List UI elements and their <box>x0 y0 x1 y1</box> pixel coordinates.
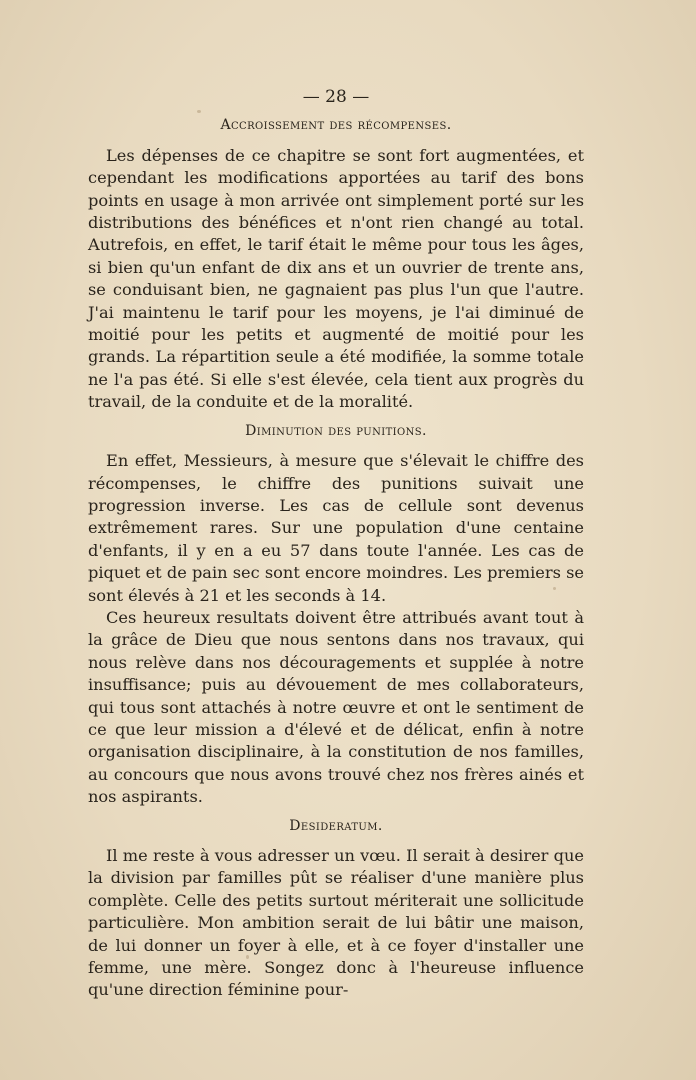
paragraph: Il me reste à vous adresser un vœu. Il serait à desirer que la division par familles pût se réaliser d'une manière plus complète. Celle des petits surtout mériterait une sollicitude particulière. Mon ambition serait de lui bâtir une maison, de lui donner un foyer à elle, et à ce foyer d'installer une femme, une mère. Songez donc à l'heureuse influence qu'une direction féminine pour- <box>88 846 584 1000</box>
section-title-recompenses: Accroissement des récompenses. <box>220 117 452 134</box>
page-number: — 28 — <box>302 87 370 107</box>
section-title-desideratum: Desideratum. <box>289 817 383 834</box>
paragraph: En effet, Messieurs, à mesure que s'élevait le chiffre des récompenses, le chiffre des punitions suivait une progression inverse. Les cas de cellule sont devenus extrêmement rares. Sur une population d'une centaine d'enfants, il y en a eu 57 dans toute l'année. Les cas de piquet et de pain sec sont encore moindres. Les premiers se sont élevés à 21 et les seconds à 14. <box>88 451 584 605</box>
paragraph: Ces heureux resultats doivent être attribués avant tout à la grâce de Dieu que nous sentons dans nos travaux, qui nous relève dans nos découragements et supplée à notre insuffisance; puis au dévouement de mes collaborateurs, qui tous sont attachés à notre œuvre et ont le sentiment de ce que leur mission a d'élevé et de délicat, enfin à notre organisation disciplinaire, à la constitution de nos familles, au concours que nous avons trouvé chez nos frères ainés et nos aspirants. <box>88 607 584 807</box>
page-content <box>88 86 584 1002</box>
paragraph: Les dépenses de ce chapitre se sont fort augmentées, et cependant les modifications apportées au tarif des bons points en usage à mon arrivée ont simplement porté sur les distributions des bénéfices et n'ont rien changé au total. Autrefois, en effet, le tarif était le même pour tous les âges, si bien qu'un enfant de dix ans et un ouvrier de trente ans, se conduisant bien, ne gagnaient pas plus l'un que l'autre. J'ai maintenu le tarif pour les moyens, je l'ai diminué de moitié pour les petits et augmenté de moitié pour les grands. La répartition seule a été modifiée, la somme totale ne l'a pas été. Si elle s'est élevée, cela tient aux progrès du travail, de la conduite et de la moralité. <box>88 145 584 412</box>
section-title-punitions: Diminution des punitions. <box>245 422 427 439</box>
